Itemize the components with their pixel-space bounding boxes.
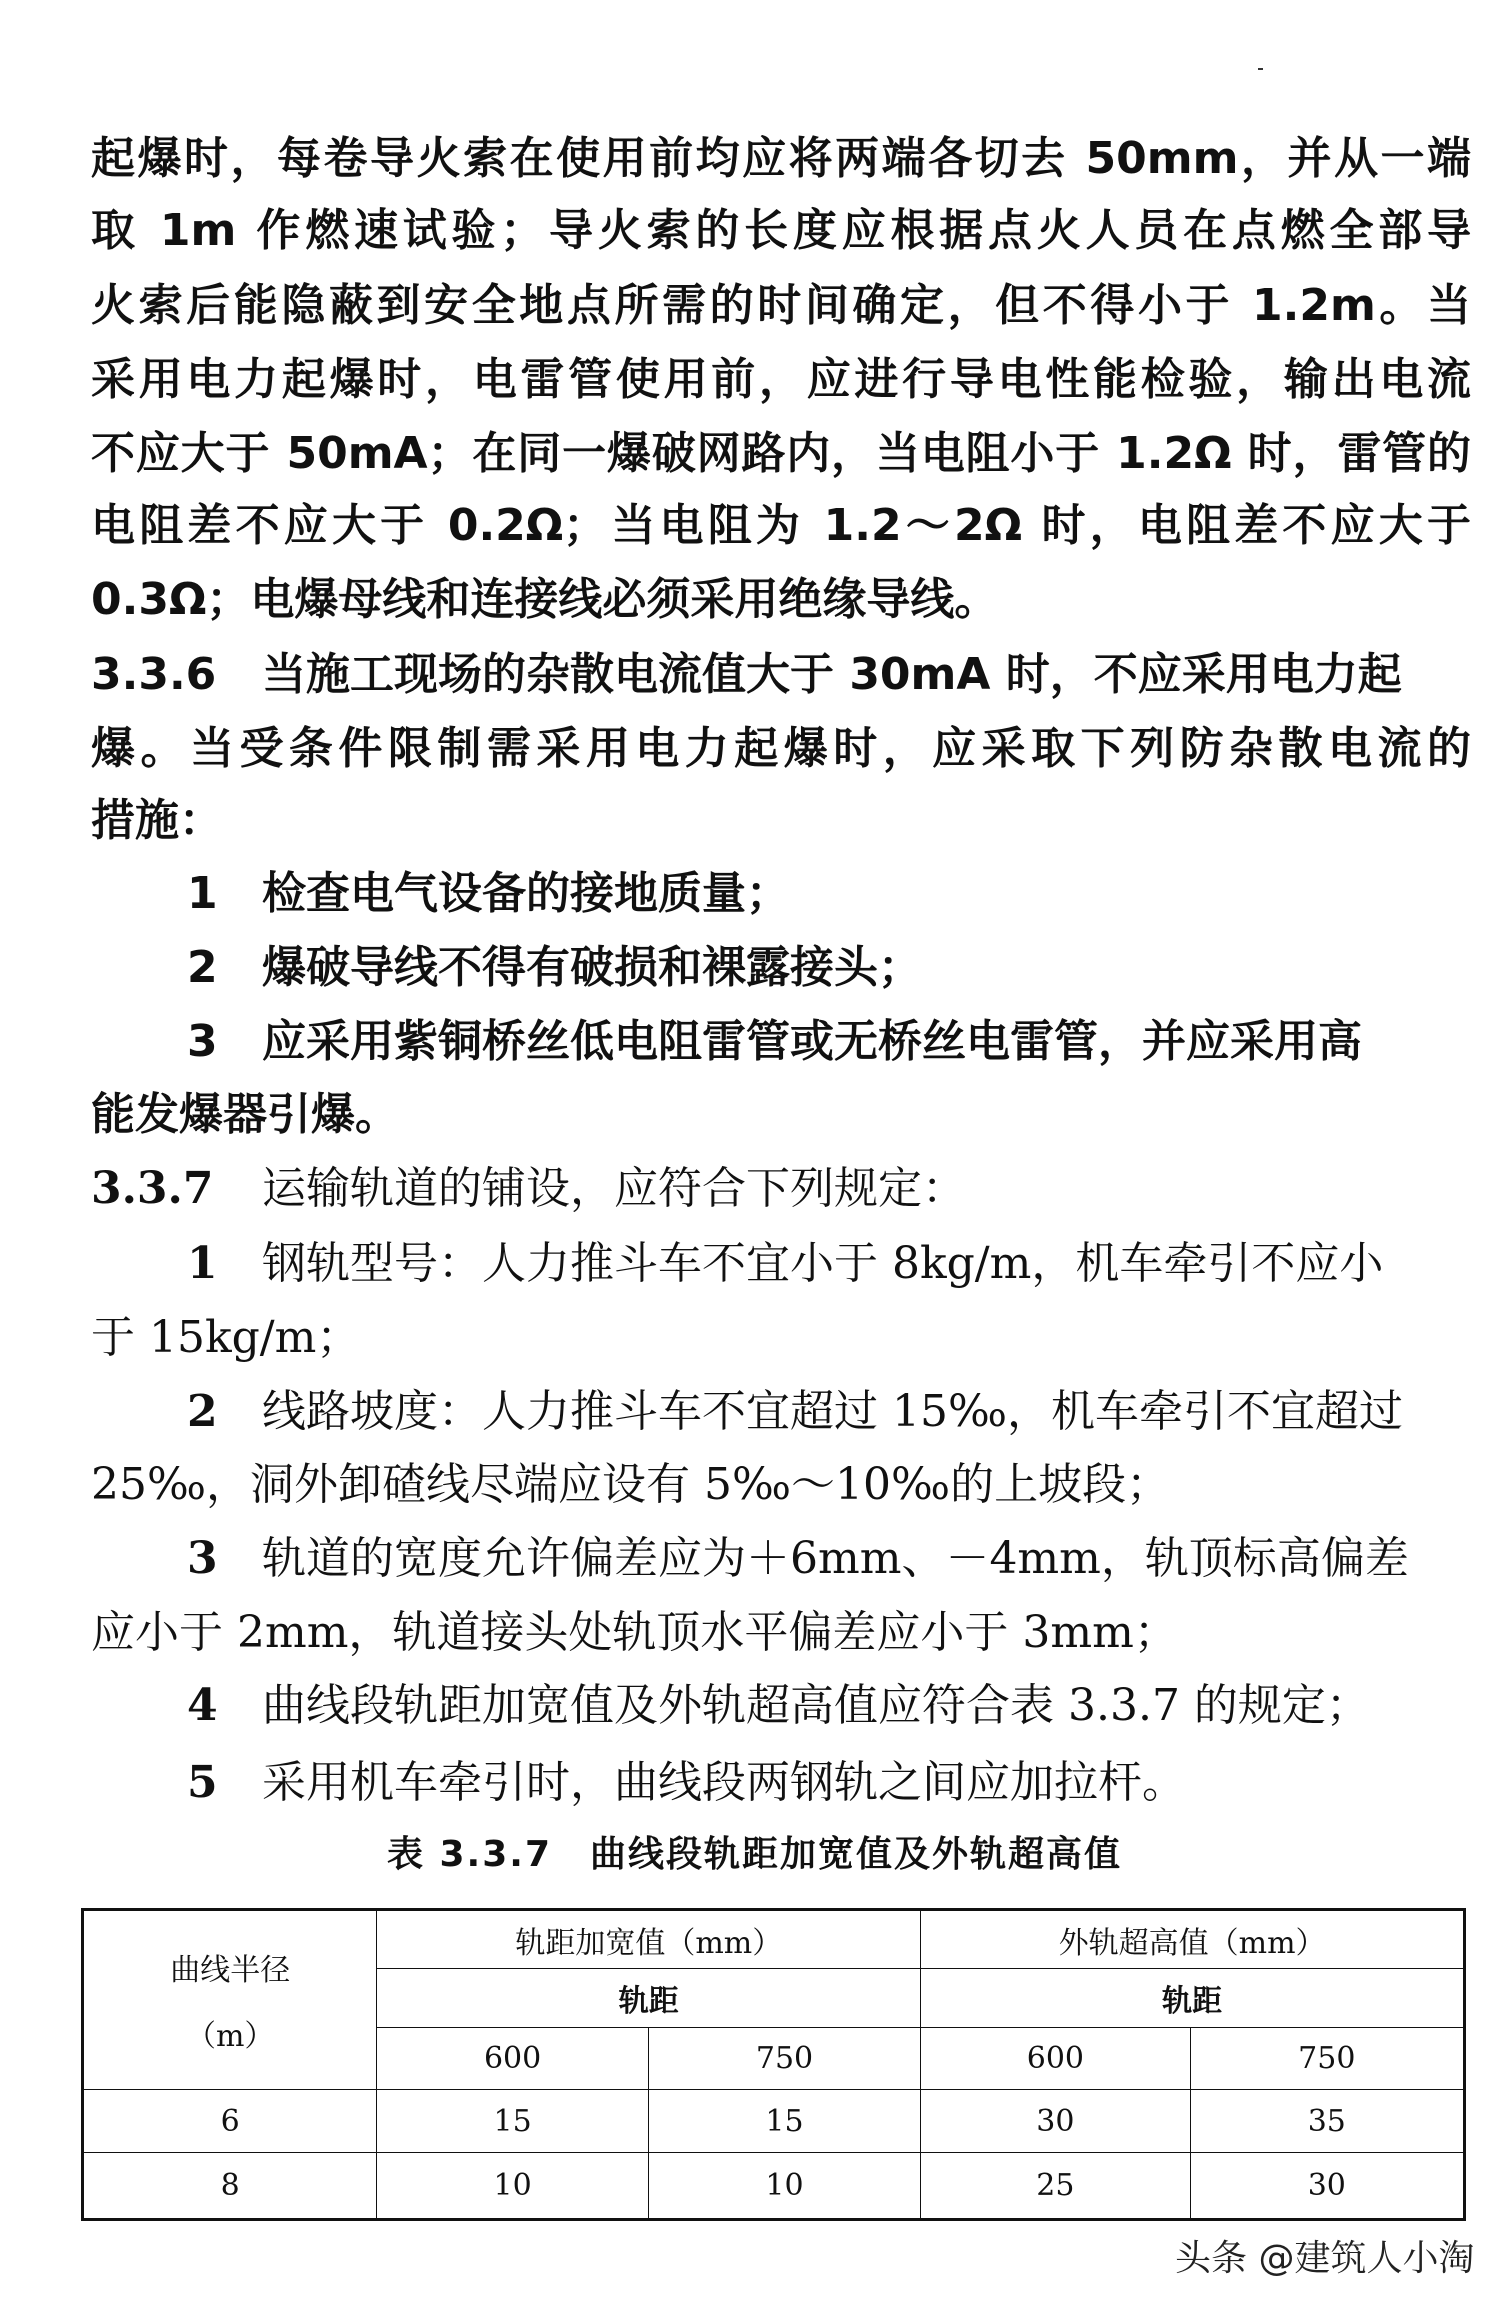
- text-line: 于 15kg/m；: [91, 1312, 361, 1363]
- text-line: 起爆时，每卷导火索在使用前均应将两端各切去 50mm，并从一端: [91, 133, 1471, 184]
- text-line: 0.3Ω；电爆母线和连接线必须采用绝缘导线。: [91, 574, 999, 625]
- item-text: 钢轨型号：人力推斗车不宜小于 8kg/m，机车牵引不应小: [262, 1238, 1384, 1289]
- text-line: 应小于 2mm，轨道接头处轨顶水平偏差应小于 3mm；: [91, 1607, 1178, 1658]
- item-text: 线路坡度：人力推斗车不宜超过 15‰，机车牵引不宜超过: [262, 1386, 1404, 1437]
- list-item: [187, 1014, 1471, 1070]
- item-number: 2: [187, 1386, 218, 1437]
- list-item: [187, 1531, 1471, 1587]
- gauge-cell: 750: [1190, 2028, 1464, 2090]
- item-text: 采用机车牵引时，曲线段两钢轨之间应加拉杆。: [262, 1757, 1186, 1808]
- item-number: 4: [187, 1680, 218, 1731]
- watermark: 头条 @建筑人小淘: [1175, 2238, 1475, 2279]
- table-cell: 25: [921, 2153, 1190, 2220]
- table-cell: 10: [377, 2153, 648, 2220]
- item-number: 1: [187, 868, 218, 919]
- item-number: 1: [187, 1238, 218, 1289]
- table-cell: 15: [377, 2090, 648, 2153]
- list-item: [187, 1384, 1471, 1440]
- table-cell: 8: [83, 2153, 377, 2220]
- scan-speck: [1258, 68, 1263, 70]
- item-number: 3: [187, 1016, 218, 1067]
- item-text: 检查电气设备的接地质量；: [262, 868, 790, 919]
- item-text: 曲线段轨距加宽值及外轨超高值应符合表 3.3.7 的规定；: [262, 1680, 1370, 1731]
- list-item: [187, 1236, 1471, 1292]
- gauge-cell: 600: [377, 2028, 648, 2090]
- text-line: 电阻差不应大于 0.2Ω；当电阻为 1.2～2Ω 时，电阻差不应大于: [91, 500, 1471, 551]
- text-line: 25‰，洞外卸碴线尽端应设有 5‰～10‰的上坡段；: [91, 1459, 1171, 1510]
- item-text: 爆破导线不得有破损和裸露接头；: [262, 942, 922, 993]
- table-row: [83, 2153, 1465, 2220]
- text-line: 采用电力起爆时，电雷管使用前，应进行导电性能检验，输出电流: [91, 354, 1471, 405]
- item-number: 5: [187, 1757, 218, 1808]
- radius-unit: （m）: [185, 2019, 275, 2054]
- table-cell: 30: [1190, 2153, 1464, 2220]
- clause-3-3-6: [91, 647, 1471, 703]
- list-item: [187, 866, 1471, 922]
- clause-text: 运输轨道的铺设，应符合下列规定：: [262, 1163, 966, 1214]
- table-caption: 表 3.3.7 曲线段轨距加宽值及外轨超高值: [386, 1834, 1123, 1875]
- clause-number: 3.3.6: [91, 649, 217, 700]
- clause-number: 3.3.7: [91, 1163, 214, 1214]
- text-line: 取 1m 作燃速试验；导火索的长度应根据点火人员在点燃全部导: [91, 205, 1471, 256]
- item-number: 3: [187, 1533, 218, 1584]
- item-text: 轨道的宽度允许偏差应为＋6mm、－4mm，轨顶标高偏差: [262, 1533, 1409, 1584]
- item-number: 2: [187, 942, 218, 993]
- rail-gauge-table: [81, 1908, 1466, 2221]
- sub-header: 轨距: [377, 1969, 921, 2028]
- group-header: 外轨超高值（mm）: [921, 1910, 1465, 1969]
- text-line: 火索后能隐蔽到安全地点所需的时间确定，但不得小于 1.2m。当: [91, 280, 1471, 331]
- clause-text: 当施工现场的杂散电流值大于 30mA 时，不应采用电力起: [262, 649, 1402, 700]
- table-cell: 30: [921, 2090, 1190, 2153]
- list-item: [187, 1755, 1471, 1811]
- list-item: [187, 940, 1471, 996]
- table-cell: 35: [1190, 2090, 1464, 2153]
- table-cell: 6: [83, 2090, 377, 2153]
- group-header: 轨距加宽值（mm）: [377, 1910, 921, 1969]
- table-cell: 10: [648, 2153, 920, 2220]
- item-text: 应采用紫铜桥丝低电阻雷管或无桥丝电雷管，并应采用高: [262, 1016, 1362, 1067]
- text-line: 爆。当受条件限制需采用电力起爆时，应采取下列防杂散电流的: [91, 723, 1471, 774]
- sub-header: 轨距: [921, 1969, 1465, 2028]
- clause-3-3-7: [91, 1161, 1471, 1217]
- gauge-cell: 750: [648, 2028, 920, 2090]
- list-item: [187, 1678, 1471, 1734]
- radius-header-cell: [83, 1910, 377, 2090]
- table-cell: 15: [648, 2090, 920, 2153]
- table-row: [83, 2090, 1465, 2153]
- radius-header: 曲线半径: [170, 1953, 291, 1988]
- gauge-cell: 600: [921, 2028, 1190, 2090]
- text-line: 能发爆器引爆。: [91, 1089, 399, 1140]
- text-line: 措施：: [91, 795, 223, 846]
- text-line: 不应大于 50mA；在同一爆破网路内，当电阻小于 1.2Ω 时，雷管的: [91, 428, 1471, 479]
